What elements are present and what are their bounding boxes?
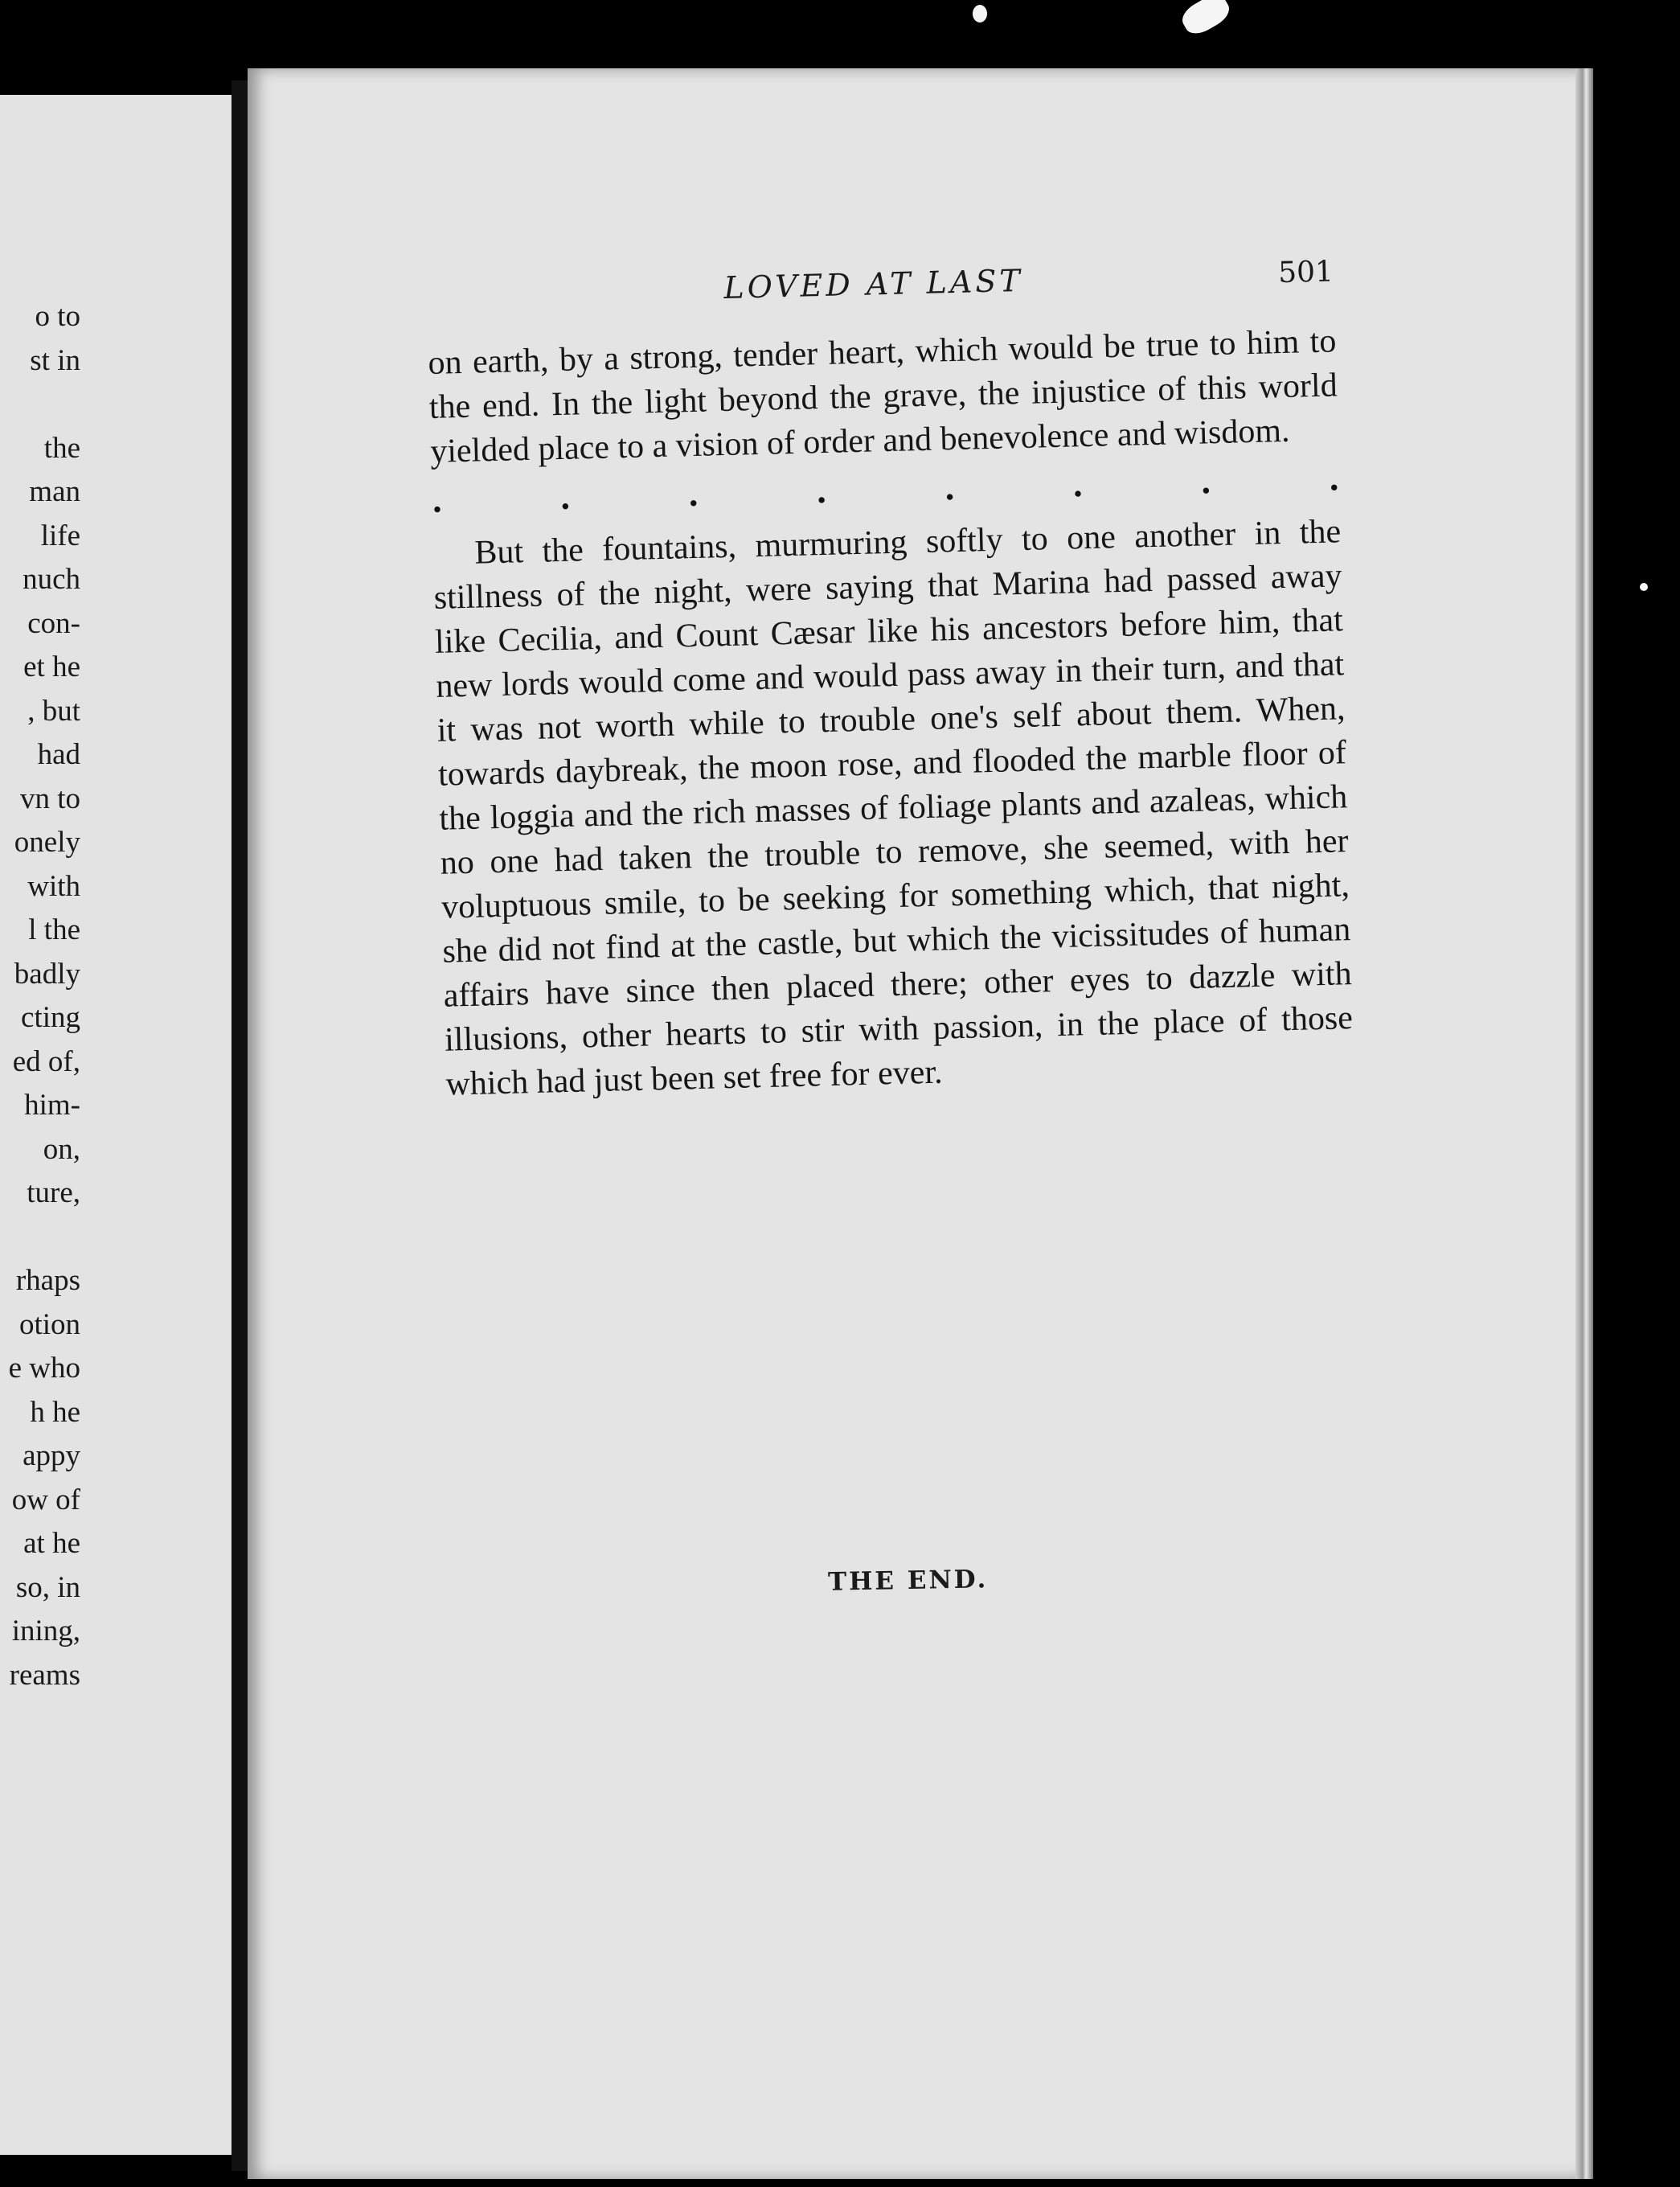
- break-dot: .: [1199, 463, 1212, 502]
- previous-page-line: ow of: [11, 1483, 80, 1516]
- previous-page-line: on,: [43, 1132, 80, 1166]
- previous-page: [0, 95, 238, 2155]
- previous-page-line: him-: [24, 1089, 80, 1122]
- previous-page-line: otion: [18, 1307, 80, 1341]
- book-gutter: [232, 80, 248, 2171]
- previous-page-line: had: [37, 738, 80, 771]
- previous-page-line: rhaps: [15, 1264, 80, 1297]
- break-dot: .: [559, 478, 572, 518]
- previous-page-line: cting: [21, 1001, 80, 1034]
- previous-page-line: appy: [23, 1439, 80, 1472]
- previous-page-line: e who: [8, 1352, 80, 1385]
- previous-page-line: with: [27, 869, 80, 903]
- scan-speck: [1178, 0, 1234, 39]
- page-edge: [1576, 68, 1593, 2179]
- previous-page-line: ining,: [11, 1615, 80, 1647]
- previous-page-line: life: [40, 519, 80, 552]
- previous-page-line: o to: [35, 300, 80, 333]
- previous-page-line: ture,: [27, 1176, 80, 1209]
- previous-page-line: , but: [27, 694, 80, 728]
- previous-page-line: nuch: [23, 563, 80, 596]
- previous-page-line: st in: [30, 343, 80, 377]
- break-dot: .: [943, 470, 956, 508]
- running-title: LOVED AT LAST: [723, 262, 1024, 306]
- previous-page-line: ed of,: [12, 1044, 80, 1078]
- end-mark: THE END.: [827, 1565, 989, 1597]
- previous-page-line: l the: [28, 913, 80, 946]
- break-dot: .: [1327, 460, 1341, 499]
- page-number: 501: [1277, 255, 1334, 290]
- previous-page-line: the: [43, 431, 80, 465]
- previous-page-line: vn to: [19, 782, 80, 815]
- previous-page-line: man: [29, 475, 80, 508]
- paragraph-2: But the fountains, murmuring softly to one another in the stillness of the night, were saying that Marina had passed away like Cecilia, and Count Cæsar like his ancestors before him, that new lords would come and would pass away in their turn, and that it was not worth while to trouble one's self about them. When, towards daybreak, the moon rose, and flooded the marble floor of the loggia and the rich masses of foliage plants and azaleas, which no one had taken the trouble to remove, she seemed, with her voluptuous smile, to be seeking for something which, that night, she did not find at the castle, but which the vicissitudes of human affairs have since then placed there; other eyes to dazzle with illusions, other hearts to stir with passion, in the place of those which had just been set free for ever.: [433, 513, 1354, 1103]
- break-dot: .: [1072, 466, 1084, 505]
- scan-speck: [1640, 583, 1648, 591]
- previous-page-line: h he: [30, 1395, 80, 1429]
- break-dot: .: [815, 472, 828, 511]
- break-dot: .: [431, 482, 444, 520]
- break-dot: .: [687, 475, 700, 515]
- previous-page-line: reams: [9, 1658, 80, 1692]
- previous-page-line: so, in: [15, 1570, 80, 1604]
- previous-page-line: onely: [14, 826, 80, 859]
- previous-page-line: badly: [14, 957, 80, 991]
- paragraph-1: on earth, by a strong, tender heart, which would be true to him to the end. In the light beyond the grave, the injustice of this world yielded place to a vision of order and benevolence and wisdom.: [428, 322, 1338, 470]
- previous-page-line: at he: [23, 1527, 80, 1560]
- page-content: [426, 255, 1354, 1106]
- previous-page-line: et he: [23, 650, 80, 683]
- previous-page-line: con-: [27, 606, 80, 640]
- scan-speck: [973, 5, 987, 23]
- section-break: [431, 460, 1341, 520]
